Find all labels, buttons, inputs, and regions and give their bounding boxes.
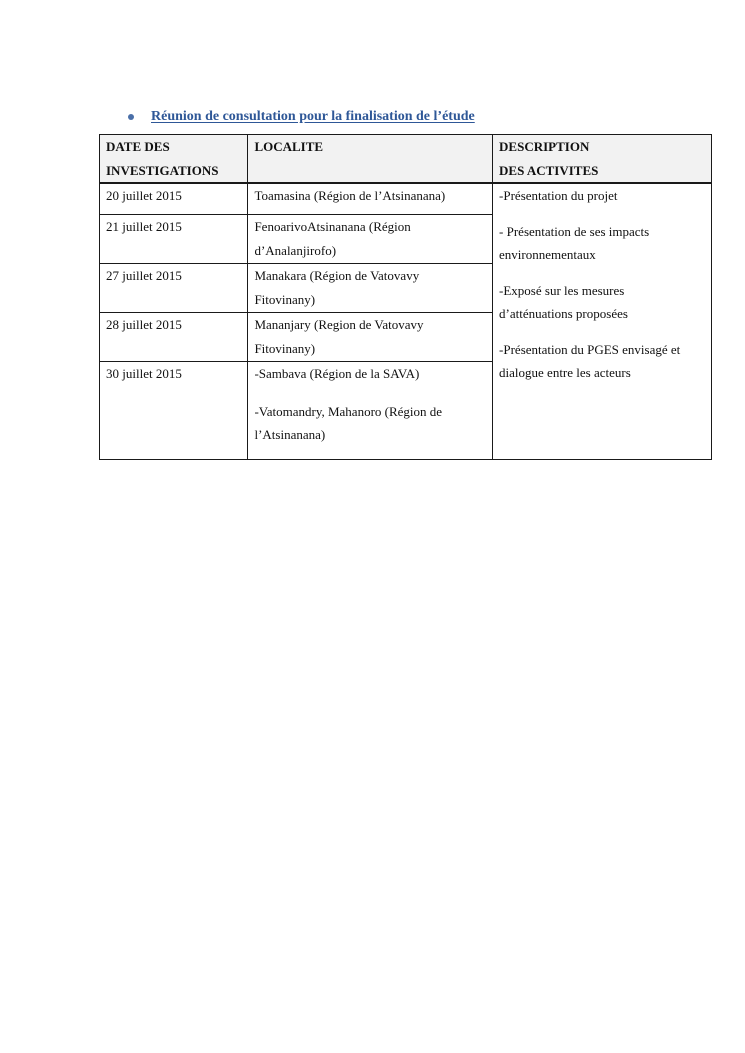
- localite-cell: [248, 362, 493, 460]
- section-heading-row: [128, 107, 475, 127]
- description-cell: [493, 183, 712, 460]
- date-cell: 20 juillet 2015: [100, 183, 248, 215]
- description-line: - Présentation de ses impacts: [499, 223, 650, 239]
- localite-line: Toamasina (Région de l’Atsinanana): [254, 188, 446, 203]
- localite-line: FenoarivoAtsinanana (Région: [254, 219, 411, 234]
- localite-line: Mananjary (Region de Vatovavy: [254, 317, 424, 332]
- localite-line: -Sambava (Région de la SAVA): [254, 366, 420, 381]
- description-line: dialogue entre les acteurs: [499, 365, 631, 380]
- header-date-line: INVESTIGATIONS: [106, 162, 219, 178]
- date-cell: 30 juillet 2015: [100, 362, 248, 460]
- localite-line: Fitovinany): [254, 291, 316, 307]
- localite-cell: [248, 183, 493, 215]
- description-line: environnementaux: [499, 247, 596, 262]
- header-description-line: DESCRIPTION: [499, 139, 590, 154]
- description-line: -Exposé sur les mesures: [499, 282, 625, 298]
- section-heading: Réunion de consultation pour la finalisation de l’étude: [151, 109, 475, 124]
- table-header-row: [100, 135, 712, 184]
- description-line: d’atténuations proposées: [499, 306, 628, 321]
- bullet-icon: [128, 114, 134, 120]
- header-description: [493, 135, 712, 184]
- header-description-line: DES ACTIVITES: [499, 162, 599, 178]
- header-date-line: DATE DES: [106, 139, 170, 154]
- date-cell: 21 juillet 2015: [100, 215, 248, 264]
- localite-line: Fitovinany): [254, 340, 316, 356]
- description-line: -Présentation du projet: [499, 188, 618, 203]
- investigations-table: [99, 134, 712, 460]
- localite-line: Manakara (Région de Vatovavy: [254, 268, 420, 283]
- header-localite: [248, 135, 493, 184]
- localite-cell: [248, 215, 493, 264]
- date-cell: 27 juillet 2015: [100, 264, 248, 313]
- localite-cell: [248, 264, 493, 313]
- table-row: [100, 183, 712, 215]
- localite-line: l’Atsinanana): [254, 427, 326, 442]
- localite-line: -Vatomandry, Mahanoro (Région de: [254, 403, 443, 419]
- localite-line: d’Analanjirofo): [254, 242, 337, 258]
- header-localite-label: LOCALITE: [254, 139, 324, 154]
- date-cell: 28 juillet 2015: [100, 313, 248, 362]
- description-line: -Présentation du PGES envisagé et: [499, 341, 681, 357]
- localite-cell: [248, 313, 493, 362]
- header-date: [100, 135, 248, 184]
